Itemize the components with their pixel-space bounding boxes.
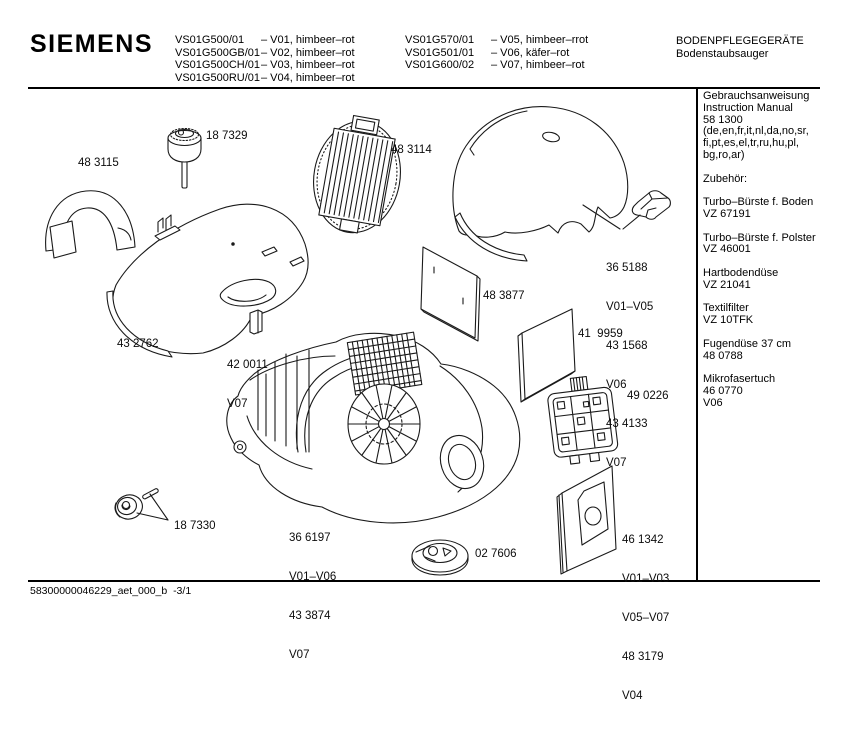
part-label-filter2: 41 9959 [578, 328, 623, 340]
sidebar-line: Instruction Manual [703, 101, 793, 114]
document-id: 58300000046229_aet_000_b -3/1 [30, 585, 192, 597]
sidebar-line [703, 221, 845, 233]
sidebar-line: 58 1300 [703, 113, 743, 126]
part-label-chassis: 36 6197 V01–V06 43 3874 V07 [289, 532, 337, 661]
exhaust-grille-drawing [305, 110, 410, 239]
sidebar-line: 48 0788 [703, 349, 743, 362]
accessories-panel [703, 91, 845, 410]
fan-wheel [348, 384, 420, 464]
rear-wheel-drawing [113, 488, 159, 522]
sidebar-line: Fugendüse 37 cm [703, 337, 792, 350]
part-label-lower-hood: 43 2762 [117, 338, 159, 350]
filter-plate2-drawing [518, 309, 575, 402]
model-row [175, 34, 355, 47]
sidebar-line: Turbo–Bürste f. Boden [703, 196, 814, 209]
model-code: VS01G500RU/01 [175, 71, 260, 84]
sidebar-line: (de,en,fr,it,nl,da,no,sr, [703, 125, 809, 138]
sidebar-line [703, 327, 845, 339]
part-label-dust-bag: 46 1342 V01–V03 V05–V07 48 3179 V04 [622, 534, 670, 702]
carry-handle-drawing [46, 191, 135, 258]
model-list-col1 [175, 34, 355, 84]
sidebar-line: Gebrauchsanweisung [703, 90, 810, 102]
model-code: VS01G501/01 [405, 46, 475, 59]
model-row [175, 59, 355, 72]
part-label-latch: 36 5188 V01–V05 43 1568 V06 43 4133 V07 [606, 262, 654, 469]
model-row [405, 47, 588, 60]
part-label-rear-wheel: 18 7330 [174, 520, 216, 532]
chassis-drawing [227, 332, 520, 523]
model-row [405, 59, 588, 72]
sidebar-line: Turbo–Bürste f. Polster [703, 231, 816, 244]
caster-wheel-drawing [412, 540, 468, 575]
model-row [405, 34, 588, 47]
model-code: VS01G500CH/01 [175, 59, 260, 72]
model-variant: – V07, himbeer–rot [491, 59, 585, 72]
sidebar-line: VZ 21041 [703, 278, 751, 291]
device-category: BODENPFLEGEGERÄTE [676, 35, 804, 47]
model-code: VS01G500/01 [175, 34, 245, 46]
model-code: VS01G570/01 [405, 34, 475, 46]
sidebar-line: VZ 10TFK [703, 314, 754, 327]
model-variant: – V05, himbeer–rrot [491, 34, 589, 46]
device-type: Bodenstaubsauger [676, 47, 769, 60]
part-label-caster: 02 7606 [475, 548, 517, 560]
part-label-insert: 42 0011 V07 [227, 359, 268, 410]
cord-rewind-knob-drawing [168, 129, 201, 189]
model-variant: – V06, käfer–rot [491, 46, 570, 59]
part-label-bag-holder: 49 0226 [627, 390, 669, 402]
sidebar-line: bg,ro,ar) [703, 148, 745, 161]
model-code: VS01G600/02 [405, 59, 475, 72]
sidebar-line: Mikrofasertuch [703, 373, 776, 386]
filter-plate1-drawing [421, 247, 480, 341]
document-title [676, 35, 804, 60]
model-variant: – V04, himbeer–rot [261, 71, 355, 84]
sidebar-line: VZ 67191 [703, 207, 751, 220]
sidebar-line: Zubehör: [703, 172, 748, 185]
upper-hood-drawing [453, 107, 628, 261]
part-label-filter1: 48 3877 [483, 290, 525, 302]
sidebar-line: Hartbodendüse [703, 266, 779, 279]
insert-drawing [250, 310, 262, 334]
sidebar-line: Textilfilter [703, 302, 749, 315]
part-label-grille: 48 3114 [391, 144, 432, 156]
model-variant: – V02, himbeer–rot [261, 46, 355, 59]
model-variant: – V03, himbeer–rot [261, 59, 355, 72]
part-label-handle: 48 3115 [78, 157, 119, 169]
model-code: VS01G500GB/01 [175, 46, 261, 59]
model-row [175, 47, 355, 60]
hood-latch-drawing [632, 191, 670, 220]
sidebar-line: VZ 46001 [703, 243, 751, 256]
siemens-logo: SIEMENS [30, 30, 154, 58]
model-variant: – V01, himbeer–rot [261, 34, 355, 46]
lower-hood-drawing [107, 204, 308, 357]
model-row [175, 72, 355, 85]
sidebar-line [703, 162, 845, 174]
sidebar-line: fi,pt,es,el,tr,ru,hu,pl, [703, 137, 799, 150]
model-list-col2 [405, 34, 588, 72]
sidebar-line: V06 [703, 396, 723, 409]
part-label-knob: 18 7329 [206, 130, 248, 142]
sidebar-line: 46 0770 [703, 384, 743, 397]
